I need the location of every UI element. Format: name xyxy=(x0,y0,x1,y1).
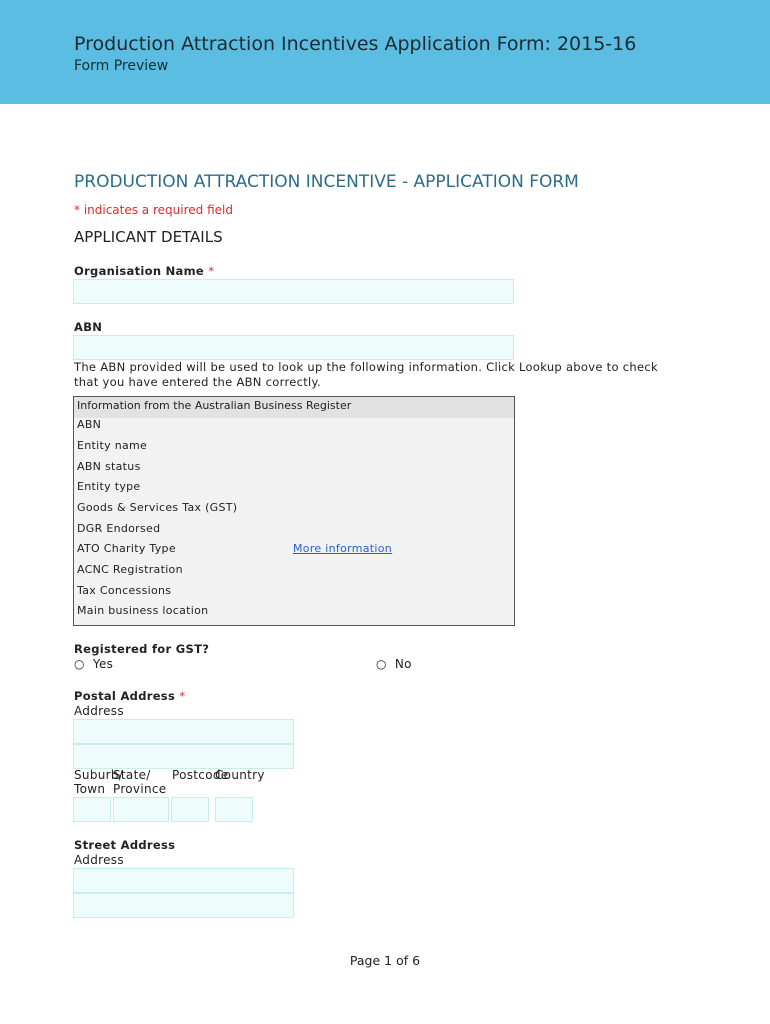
abr-row-acnc-registration: ACNC Registration xyxy=(77,563,183,576)
postal-address-sublabel: Address xyxy=(74,704,124,718)
section-title-applicant-details: APPLICANT DETAILS xyxy=(74,228,223,246)
abr-row-entity-name: Entity name xyxy=(77,439,148,452)
abr-row-abn-status: ABN status xyxy=(77,460,141,473)
abr-row-gst: Goods & Services Tax (GST) xyxy=(77,501,238,514)
abr-row-main-business-location: Main business location xyxy=(77,604,209,617)
more-information-link[interactable]: More information xyxy=(293,542,393,555)
postal-address-line1-input[interactable] xyxy=(73,719,294,744)
postal-country-label: Country xyxy=(215,768,265,782)
header-banner xyxy=(0,0,770,104)
postal-suburb-input[interactable] xyxy=(73,797,111,822)
postal-town-label: Town xyxy=(74,782,106,796)
street-address-label: Street Address xyxy=(74,838,176,852)
postal-postcode-input[interactable] xyxy=(171,797,209,822)
street-address-line2-input[interactable] xyxy=(73,893,294,918)
street-address-sublabel: Address xyxy=(74,853,124,867)
abr-info-box xyxy=(73,396,515,626)
abr-row-dgr-endorsed: DGR Endorsed xyxy=(77,522,161,535)
required-asterisk: * xyxy=(179,689,186,703)
postal-address-line2-input[interactable] xyxy=(73,744,294,769)
gst-yes-label: Yes xyxy=(92,657,114,671)
organisation-name-label xyxy=(74,264,214,278)
postal-suburb-label: Suburb/ xyxy=(74,768,124,782)
abr-row-ato-charity-type: ATO Charity Type xyxy=(77,542,176,555)
postal-address-label-text: Postal Address xyxy=(74,689,176,703)
gst-label: Registered for GST? xyxy=(74,642,210,656)
postal-state-input[interactable] xyxy=(113,797,169,822)
gst-no-option[interactable] xyxy=(376,657,412,671)
required-asterisk: * xyxy=(208,264,215,278)
abn-input[interactable] xyxy=(73,335,514,360)
organisation-name-label-text: Organisation Name xyxy=(74,264,204,278)
organisation-name-input[interactable] xyxy=(73,279,514,304)
page-title: Production Attraction Incentives Application Form: 2015-16 xyxy=(74,33,637,55)
postal-country-input[interactable] xyxy=(215,797,253,822)
abr-row-tax-concessions: Tax Concessions xyxy=(77,584,172,597)
required-field-note: * indicates a required field xyxy=(74,203,233,217)
page-number: Page 1 of 6 xyxy=(349,953,421,968)
radio-icon[interactable]: ○ xyxy=(74,657,85,671)
postal-address-label xyxy=(74,689,185,703)
postal-state-label: State/ xyxy=(113,768,151,782)
abr-info-heading: Information from the Australian Business Register xyxy=(74,397,514,418)
radio-icon[interactable]: ○ xyxy=(376,657,387,671)
gst-no-label: No xyxy=(394,657,412,671)
abn-help-text: The ABN provided will be used to look up the following information. Click Lookup above to check that you have entered the ABN correctly. xyxy=(74,360,658,389)
abn-label: ABN xyxy=(74,320,103,334)
postal-province-label: Province xyxy=(113,782,167,796)
gst-yes-option[interactable] xyxy=(74,657,113,671)
abr-row-abn: ABN xyxy=(77,418,102,431)
form-title: PRODUCTION ATTRACTION INCENTIVE - APPLICATION FORM xyxy=(74,172,579,192)
postal-postcode-label: Postcode xyxy=(172,768,229,782)
abr-row-entity-type: Entity type xyxy=(77,480,141,493)
street-address-line1-input[interactable] xyxy=(73,868,294,893)
page-subtitle: Form Preview xyxy=(74,58,169,74)
